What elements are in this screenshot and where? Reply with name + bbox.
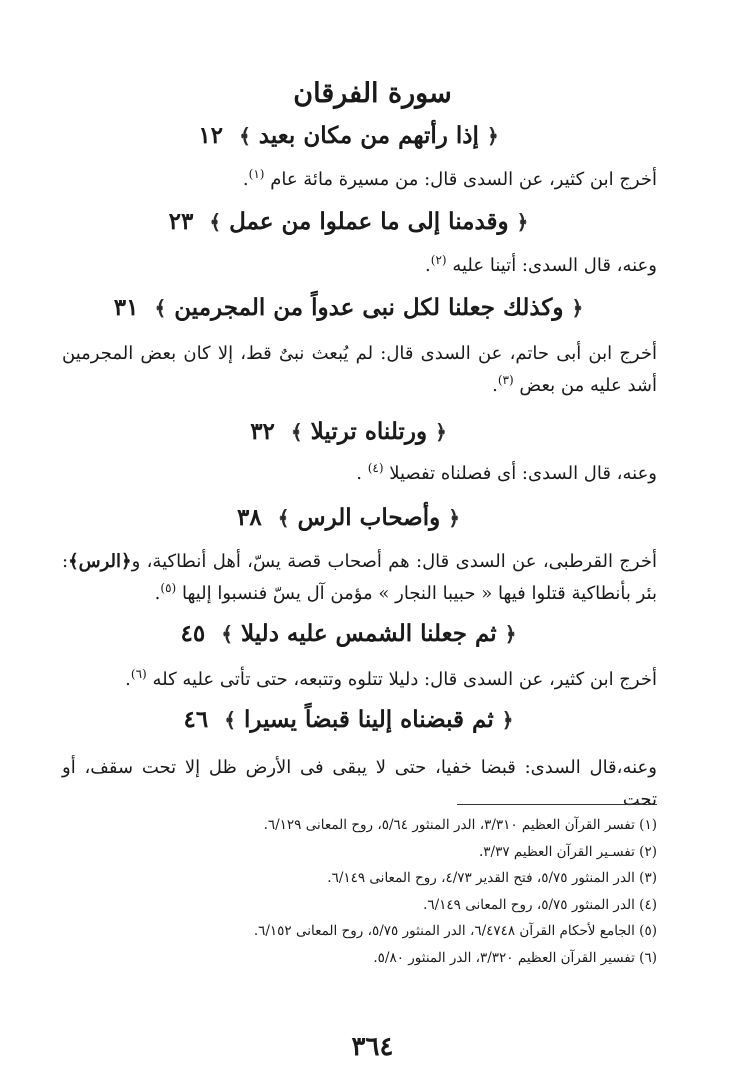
commentary-paragraph-6 xyxy=(62,664,657,696)
commentary-paragraph-1 xyxy=(62,164,657,196)
verse-text: ثم قبضناه إلينا قبضاً يسيرا xyxy=(244,706,494,733)
page-number: ٣٦٤ xyxy=(351,1032,394,1062)
footnote-item: (٥) الجامع لأحكام القرآن ٦/٤٧٤٨، الدر المنثور ٥/٧٥، روح المعانى ٦/١٥٢. xyxy=(253,923,657,939)
verse-heading-45 xyxy=(40,620,657,647)
commentary-text: أخرج ابن كثير، عن السدى قال: من مسيرة مائة عام xyxy=(270,169,657,190)
verse-heading-23 xyxy=(40,208,657,235)
surah-title: سورة الفرقان xyxy=(293,78,452,109)
footnote-marker: (٣) xyxy=(497,373,514,387)
verse-text: إذا رأتهم من مكان بعيد xyxy=(258,122,479,149)
ornament-close: ﴾ xyxy=(224,708,236,732)
verse-heading-46 xyxy=(40,706,657,733)
footnote-marker: (٥) xyxy=(160,581,177,595)
commentary-paragraph-2 xyxy=(62,250,657,282)
commentary-paragraph-3 xyxy=(62,338,657,402)
commentary-paragraph-4 xyxy=(62,458,657,490)
ornament-open: ﴿ xyxy=(501,708,514,732)
verse-text: ثم جعلنا الشمس عليه دليلا xyxy=(241,620,497,647)
ornament-open: ﴿ xyxy=(486,124,499,148)
footnote-item: (٢) تفسـير القرآن العظيم ٣/٣٧. xyxy=(478,843,657,860)
footnote-item: (٦) تفسير القرآن العظيم ٣/٣٢٠، الدر المنثور ٥/٨٠. xyxy=(373,949,657,966)
footnote-item: (٤) الدر المنثور ٥/٧٥، روح المعانى ٦/١٤٩. xyxy=(423,896,657,913)
ornament-close: ﴾ xyxy=(154,296,167,320)
footnote-marker: (١) xyxy=(248,167,265,181)
commentary-end: . xyxy=(425,255,431,276)
verse-number: ٢٣ xyxy=(168,208,194,235)
verse-heading-38 xyxy=(40,504,657,531)
footnote-marker: (٦) xyxy=(130,667,147,681)
verse-number: ٤٦ xyxy=(183,706,209,733)
commentary-text: وعنه،قال السدى: قبضا خفيا، حتى لا يبقى فى الأرض ظل إلا تحت سقف، أو تحت xyxy=(62,757,657,810)
commentary-end: . xyxy=(125,669,131,690)
footnote-marker: (٢) xyxy=(430,253,447,267)
commentary-text: أخرج ابن أبى حاتم، عن السدى قال: لم يُبعث نبىٌ قط، إلا كان بعض المجرمين أشد عليه من بعض xyxy=(62,343,657,396)
ornament-open: ﴿ xyxy=(504,622,517,646)
verse-text: وقدمنا إلى ما عملوا من عمل xyxy=(229,208,509,235)
footnote-marker: (٤) xyxy=(367,461,384,475)
ornament-open: ﴿ xyxy=(571,296,584,320)
ornament-close: ﴾ xyxy=(239,124,251,148)
verse-text: ورتلناه ترتيلا xyxy=(310,418,428,445)
ornament-close: ﴾ xyxy=(221,622,233,646)
verse-number: ٣١ xyxy=(113,294,139,321)
commentary-text: وعنه، قال السدى: أى فصلناه تفصيلا xyxy=(389,463,657,484)
commentary-end: . xyxy=(356,463,368,484)
footnote-item: (٣) الدر المنثور ٥/٧٥، فتح القدير ٤/٧٣، روح المعانى ٦/١٤٩. xyxy=(327,870,657,886)
commentary-paragraph-5 xyxy=(62,546,657,610)
commentary-text-cont: : بئر بأنطاكية قتلوا فيها « حبيبا النجار » مؤمن آل يسّ فنسبوا إليها xyxy=(62,551,657,604)
ornament-open: ﴿ xyxy=(516,210,529,234)
verse-number: ١٢ xyxy=(198,122,224,149)
commentary-text: أخرج القرطبى، عن السدى قال: هم أصحاب قصة يسّ، أهل أنطاكية، و xyxy=(131,551,657,572)
commentary-end: . xyxy=(154,583,161,604)
commentary-paragraph-7 xyxy=(62,752,657,816)
commentary-text: أخرج ابن كثير، عن السدى قال: دليلا تتلوه وتتبعه، حتى تأتى عليه كله xyxy=(152,669,657,690)
verse-number: ٣٨ xyxy=(237,504,262,531)
verse-number: ٣٢ xyxy=(250,418,275,445)
verse-heading-31 xyxy=(40,294,657,321)
verse-heading-12 xyxy=(40,122,657,149)
verse-text: وكذلك جعلنا لكل نبى عدواً من المجرمين xyxy=(174,294,564,321)
footnotes-list xyxy=(62,812,657,971)
verse-heading-32 xyxy=(40,418,657,445)
ornament-close: ﴾ xyxy=(209,210,222,234)
footnote-divider xyxy=(457,804,657,805)
commentary-text: وعنه، قال السدى: أتينا عليه xyxy=(452,255,657,276)
ornament-open: ﴿ xyxy=(435,420,447,444)
defined-term: ﴿الرس﴾ xyxy=(68,551,132,572)
commentary-end: . xyxy=(492,375,498,396)
ornament-open: ﴿ xyxy=(448,506,460,530)
footnote-item: (١) تفسر القرآن العظيم ٣/٣١٠، الدر المنثور ٥/٦٤، روح المعانى ٦/١٢٩. xyxy=(263,817,657,833)
verse-number: ٤٥ xyxy=(180,620,206,647)
verse-text: وأصحاب الرس xyxy=(297,504,441,531)
ornament-close: ﴾ xyxy=(277,506,290,530)
commentary-end: . xyxy=(242,169,249,190)
ornament-close: ﴾ xyxy=(290,420,303,444)
